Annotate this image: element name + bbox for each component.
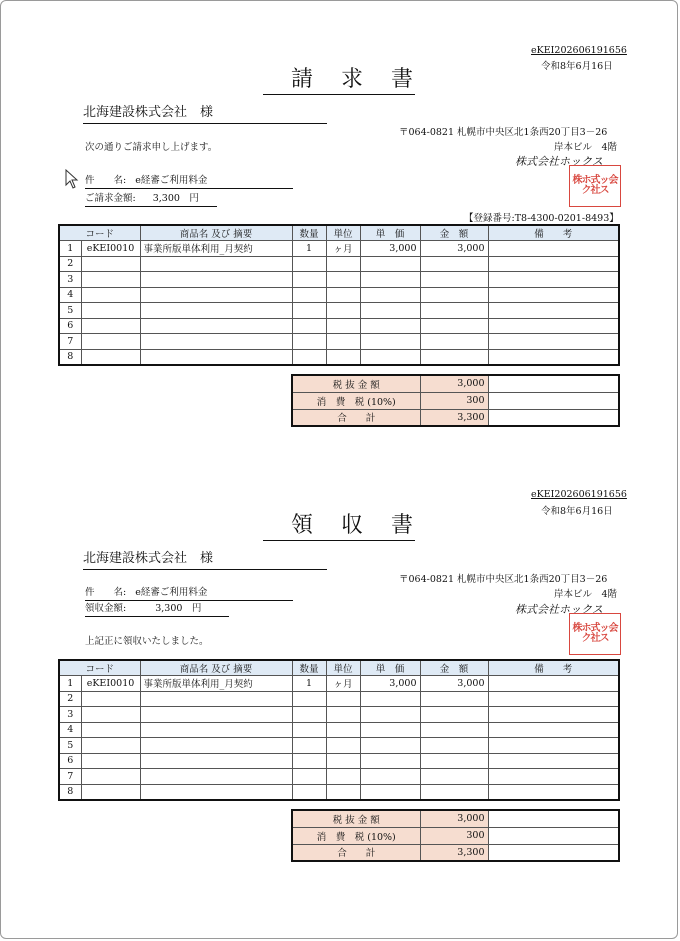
product-name-cell [140,769,292,785]
receipt-subject-label: 件 名: [85,587,127,598]
quantity-cell [292,753,326,769]
table-row [59,303,619,319]
unit-cell: ヶ月 [326,241,360,257]
unit-cell [326,256,360,272]
amount-cell: 3,000 [420,676,488,692]
row-number-cell: 4 [59,722,81,738]
row-number-cell: 6 [59,318,81,334]
table-row [59,334,619,350]
invoice-address: 〒064-0821 札幌市中央区北1条西20丁目3－26 [399,127,608,138]
product-code-cell [81,287,140,303]
header-quantity: 数量 [292,660,326,676]
quantity-cell [292,272,326,288]
invoice-registration-number: 【登録番号:T8-4300-0201-8493】 [464,213,619,224]
unit-cell [326,691,360,707]
unit-price-cell [360,722,420,738]
product-name-cell [140,287,292,303]
unit-cell [326,707,360,723]
amount-cell [420,272,488,288]
quantity-cell [292,722,326,738]
table-row [59,738,619,754]
remarks-cell [488,769,619,785]
subtotal-value: 3,000 [420,375,488,392]
product-name-cell [140,349,292,365]
header-unit-price: 単 価 [360,660,420,676]
amount-cell [420,691,488,707]
unit-price-cell [360,303,420,319]
unit-price-cell [360,256,420,272]
receipt-date: 令和8年6月16日 [541,506,613,517]
header-unit: 単位 [326,660,360,676]
row-number-cell: 8 [59,784,81,800]
amount-cell [420,753,488,769]
receipt-building: 岸本ビル 4階 [554,589,618,600]
unit-price-cell [360,769,420,785]
product-name-cell [140,753,292,769]
remarks-cell [488,349,619,365]
summary-row-subtotal [292,375,619,392]
invoice-intro: 次の通りご請求申し上げます。 [85,142,218,153]
invoice-doc-number: eKEI202606191656 [531,45,627,56]
product-code-cell [81,722,140,738]
subtotal-label: 税 抜 金 額 [292,375,420,392]
receipt-amount-value: 3,300 円 [155,603,202,614]
total-value: 3,300 [420,844,488,861]
remarks-cell [488,334,619,350]
invoice-subject-field [85,173,293,189]
amount-cell [420,349,488,365]
product-code-cell [81,256,140,272]
header-item-name: 商品名 及び 摘要 [140,225,292,241]
quantity-cell [292,738,326,754]
product-code-cell [81,738,140,754]
row-number-cell: 2 [59,256,81,272]
total-label: 合 計 [292,409,420,426]
receipt-title: 領収書 [263,513,415,541]
amount-cell [420,722,488,738]
header-amount: 金 額 [420,660,488,676]
unit-cell [326,722,360,738]
unit-cell [326,738,360,754]
product-code-cell [81,753,140,769]
receipt-address: 〒064-0821 札幌市中央区北1条西20丁目3－26 [399,574,608,585]
remarks-cell [488,256,619,272]
product-code-cell [81,272,140,288]
invoice-customer: 北海建設株式会社 様 [83,103,327,124]
remarks-cell [488,784,619,800]
invoice-amount-field [85,191,217,207]
unit-price-cell: 3,000 [360,241,420,257]
summary-row-tax [292,392,619,409]
receipt-company: 株式会社ホックス [515,603,603,616]
header-item-name: 商品名 及び 摘要 [140,660,292,676]
row-number-cell: 5 [59,303,81,319]
row-number-cell: 5 [59,738,81,754]
table-row [59,287,619,303]
unit-cell [326,303,360,319]
quantity-cell [292,691,326,707]
header-remarks: 備 考 [488,225,619,241]
unit-price-cell: 3,000 [360,676,420,692]
summary-row-subtotal [292,810,619,827]
row-number-cell: 7 [59,769,81,785]
header-remarks: 備 考 [488,660,619,676]
row-number-cell: 4 [59,287,81,303]
quantity-cell [292,349,326,365]
remarks-cell [488,318,619,334]
amount-cell [420,256,488,272]
invoice-amount-label: ご請求金額: [85,193,136,204]
quantity-cell: 1 [292,241,326,257]
subtotal-label: 税 抜 金 額 [292,810,420,827]
table-row [59,769,619,785]
receipt-doc-number: eKEI202606191656 [531,489,627,500]
unit-price-cell [360,738,420,754]
remarks-cell [488,691,619,707]
unit-cell [326,334,360,350]
amount-cell [420,287,488,303]
product-code-cell: eKEI0010 [81,676,140,692]
amount-cell [420,303,488,319]
unit-price-cell [360,318,420,334]
receipt-subject-field [85,585,293,601]
product-name-cell [140,691,292,707]
receipt-customer: 北海建設株式会社 様 [83,549,327,570]
summary-row-total [292,844,619,861]
amount-cell [420,769,488,785]
unit-price-cell [360,691,420,707]
header-code: コード [59,225,140,241]
amount-cell [420,334,488,350]
product-name-cell [140,784,292,800]
product-name-cell: 事業所版単体利用_月契約 [140,241,292,257]
product-name-cell [140,256,292,272]
table-row [59,707,619,723]
table-row [59,241,619,257]
unit-cell: ヶ月 [326,676,360,692]
summary-row-total [292,409,619,426]
amount-cell [420,707,488,723]
seal-text: 株ホ式ッ会ク社ス [572,175,618,196]
product-name-cell [140,722,292,738]
product-code-cell [81,769,140,785]
row-number-cell: 6 [59,753,81,769]
quantity-cell [292,707,326,723]
row-number-cell: 8 [59,349,81,365]
tax-label: 消 費 税 (10%) [292,392,420,409]
quantity-cell [292,287,326,303]
remarks-cell [488,738,619,754]
amount-cell [420,318,488,334]
row-number-cell: 1 [59,676,81,692]
unit-cell [326,769,360,785]
table-row [59,691,619,707]
invoice-title: 請求書 [263,67,415,95]
receipt-subject-value: e経審ご利用料金 [135,587,208,598]
unit-price-cell [360,334,420,350]
table-row [59,753,619,769]
invoice-building: 岸本ビル 4階 [554,142,618,153]
row-number-cell: 2 [59,691,81,707]
product-code-cell [81,707,140,723]
quantity-cell [292,303,326,319]
remarks-cell [488,241,619,257]
unit-price-cell [360,784,420,800]
header-quantity: 数量 [292,225,326,241]
table-row [59,272,619,288]
unit-price-cell [360,707,420,723]
product-name-cell [140,303,292,319]
product-code-cell [81,303,140,319]
tax-label: 消 費 税 (10%) [292,827,420,844]
product-code-cell: eKEI0010 [81,241,140,257]
amount-cell [420,738,488,754]
row-number-cell: 7 [59,334,81,350]
header-code: コード [59,660,140,676]
unit-cell [326,318,360,334]
invoice-date: 令和8年6月16日 [541,61,613,72]
unit-price-cell [360,753,420,769]
invoice-items-table [58,224,620,366]
unit-cell [326,287,360,303]
total-value: 3,300 [420,409,488,426]
quantity-cell [292,318,326,334]
product-name-cell [140,272,292,288]
invoice-subject-value: e経審ご利用料金 [135,175,208,186]
remarks-cell [488,287,619,303]
table-row [59,784,619,800]
row-number-cell: 3 [59,272,81,288]
receipt-items-table [58,659,620,801]
unit-cell [326,784,360,800]
remarks-cell [488,303,619,319]
quantity-cell [292,769,326,785]
total-label: 合 計 [292,844,420,861]
summary-row-tax [292,827,619,844]
unit-cell [326,272,360,288]
table-row [59,349,619,365]
unit-price-cell [360,272,420,288]
unit-cell [326,753,360,769]
remarks-cell [488,707,619,723]
product-code-cell [81,318,140,334]
receipt-summary-table [291,809,620,862]
quantity-cell [292,334,326,350]
subtotal-value: 3,000 [420,810,488,827]
unit-cell [326,349,360,365]
receipt-amount-label: 領収金額: [85,603,127,614]
quantity-cell: 1 [292,676,326,692]
table-row [59,722,619,738]
row-number-cell: 3 [59,707,81,723]
amount-cell: 3,000 [420,241,488,257]
product-code-cell [81,334,140,350]
tax-value: 300 [420,827,488,844]
header-amount: 金 額 [420,225,488,241]
table-row [59,318,619,334]
invoice-amount-value: 3,300 円 [152,193,199,204]
tax-value: 300 [420,392,488,409]
receipt-note: 上記正に領収いたしました。 [85,636,209,647]
quantity-cell [292,784,326,800]
mouse-pointer-icon [65,169,79,189]
row-number-cell: 1 [59,241,81,257]
invoice-company: 株式会社ホックス [515,155,603,168]
quantity-cell [292,256,326,272]
table-header-row [59,660,619,676]
table-header-row [59,225,619,241]
table-row [59,676,619,692]
product-code-cell [81,784,140,800]
header-unit-price: 単 価 [360,225,420,241]
header-unit: 単位 [326,225,360,241]
unit-price-cell [360,349,420,365]
receipt-amount-field [85,601,229,617]
product-name-cell [140,318,292,334]
product-name-cell [140,334,292,350]
product-code-cell [81,691,140,707]
receipt-company-seal [569,613,621,655]
product-name-cell [140,738,292,754]
remarks-cell [488,753,619,769]
amount-cell [420,784,488,800]
product-code-cell [81,349,140,365]
seal-text: 株ホ式ッ会ク社ス [572,623,618,644]
remarks-cell [488,722,619,738]
table-row [59,256,619,272]
remarks-cell [488,676,619,692]
invoice-summary-table [291,374,620,427]
remarks-cell [488,272,619,288]
product-name-cell [140,707,292,723]
product-name-cell: 事業所版単体利用_月契約 [140,676,292,692]
unit-price-cell [360,287,420,303]
invoice-subject-label: 件 名: [85,175,127,186]
invoice-company-seal [569,165,621,207]
